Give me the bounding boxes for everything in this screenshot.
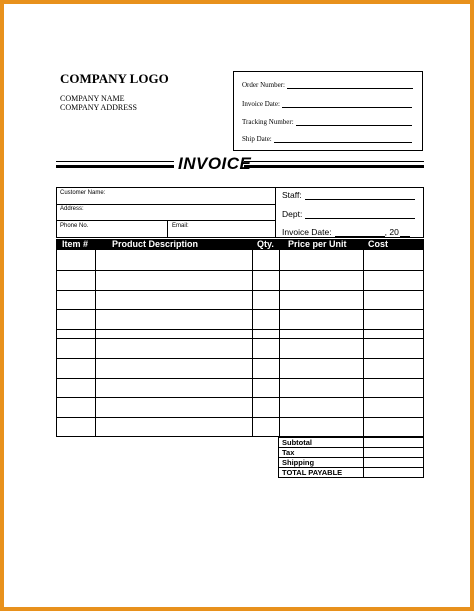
total-payable-value-cell[interactable] xyxy=(365,469,421,477)
table-row xyxy=(57,290,423,291)
customer-box xyxy=(56,187,276,238)
header-price-per-unit: Price per Unit xyxy=(288,239,347,249)
dept-field[interactable] xyxy=(282,209,415,219)
col-divider-4 xyxy=(363,250,364,436)
customer-divider-1 xyxy=(57,204,275,205)
order-number-label: Order Number: xyxy=(242,81,285,89)
col-divider-2 xyxy=(252,250,253,436)
company-logo: COMPANY LOGO xyxy=(60,71,169,86)
col-divider-1 xyxy=(95,250,96,436)
staff-invoice-year-line[interactable] xyxy=(400,228,410,237)
table-row xyxy=(57,270,423,271)
ship-date-label: Ship Date: xyxy=(242,135,272,143)
staff-invoice-date-line[interactable] xyxy=(335,228,385,237)
order-number-field[interactable] xyxy=(242,81,413,89)
shipping-value-cell[interactable] xyxy=(365,459,421,467)
totals-divider-1 xyxy=(279,447,423,448)
tracking-number-line[interactable] xyxy=(296,118,412,126)
ship-date-field[interactable] xyxy=(242,135,412,143)
subtotal-value-cell[interactable] xyxy=(365,439,421,447)
table-row xyxy=(57,378,423,379)
banner-rule-left-bottom xyxy=(56,165,174,168)
staff-field[interactable] xyxy=(282,190,415,200)
customer-name-label: Customer Name: xyxy=(60,190,106,196)
subtotal-label: Subtotal xyxy=(282,438,312,447)
banner-rule-right-top xyxy=(244,161,424,162)
staff-invoice-date-field[interactable] xyxy=(282,227,410,237)
header-cost: Cost xyxy=(368,239,388,249)
header-qty: Qty. xyxy=(257,239,274,249)
banner-rule-right-bottom xyxy=(244,165,424,168)
dept-line[interactable] xyxy=(305,210,415,219)
ship-date-line[interactable] xyxy=(274,135,412,143)
shipping-label: Shipping xyxy=(282,458,315,467)
header-item-number: Item # xyxy=(62,239,89,249)
company-address: COMPANY ADDRESS xyxy=(60,103,137,112)
customer-divider-vertical xyxy=(167,220,168,237)
customer-phone-label: Phone No. xyxy=(60,223,89,229)
order-number-line[interactable] xyxy=(287,81,413,89)
staff-label: Staff: xyxy=(282,190,302,200)
staff-invoice-date-label: Invoice Date: xyxy=(282,227,332,237)
totals-box xyxy=(278,437,424,478)
customer-address-label: Address: xyxy=(60,206,84,212)
tracking-number-field[interactable] xyxy=(242,118,412,126)
col-divider-3 xyxy=(279,250,280,436)
order-info-box xyxy=(233,71,423,151)
tracking-number-label: Tracking Number: xyxy=(242,118,294,126)
items-table-body[interactable] xyxy=(56,249,424,437)
invoice-title: INVOICE xyxy=(178,154,252,173)
banner-rule-left-top xyxy=(56,161,174,162)
invoice-date-line[interactable] xyxy=(282,100,412,108)
table-row xyxy=(57,417,423,418)
table-row xyxy=(57,358,423,359)
customer-email-label: Email: xyxy=(172,223,189,229)
invoice-date-label: Invoice Date: xyxy=(242,100,280,108)
staff-box xyxy=(276,187,424,238)
total-payable-label: TOTAL PAYABLE xyxy=(282,468,343,477)
customer-divider-2 xyxy=(57,220,275,221)
table-row xyxy=(57,329,423,330)
company-name: COMPANY NAME xyxy=(60,94,125,103)
tax-value-cell[interactable] xyxy=(365,449,421,457)
header-product-description: Product Description xyxy=(112,239,199,249)
invoice-date-field[interactable] xyxy=(242,100,412,108)
table-row xyxy=(57,309,423,310)
tax-label: Tax xyxy=(282,448,295,457)
staff-invoice-date-suffix: , 20 xyxy=(384,227,399,237)
dept-label: Dept: xyxy=(282,209,303,219)
staff-line[interactable] xyxy=(305,191,415,200)
table-row xyxy=(57,338,423,339)
table-row xyxy=(57,397,423,398)
